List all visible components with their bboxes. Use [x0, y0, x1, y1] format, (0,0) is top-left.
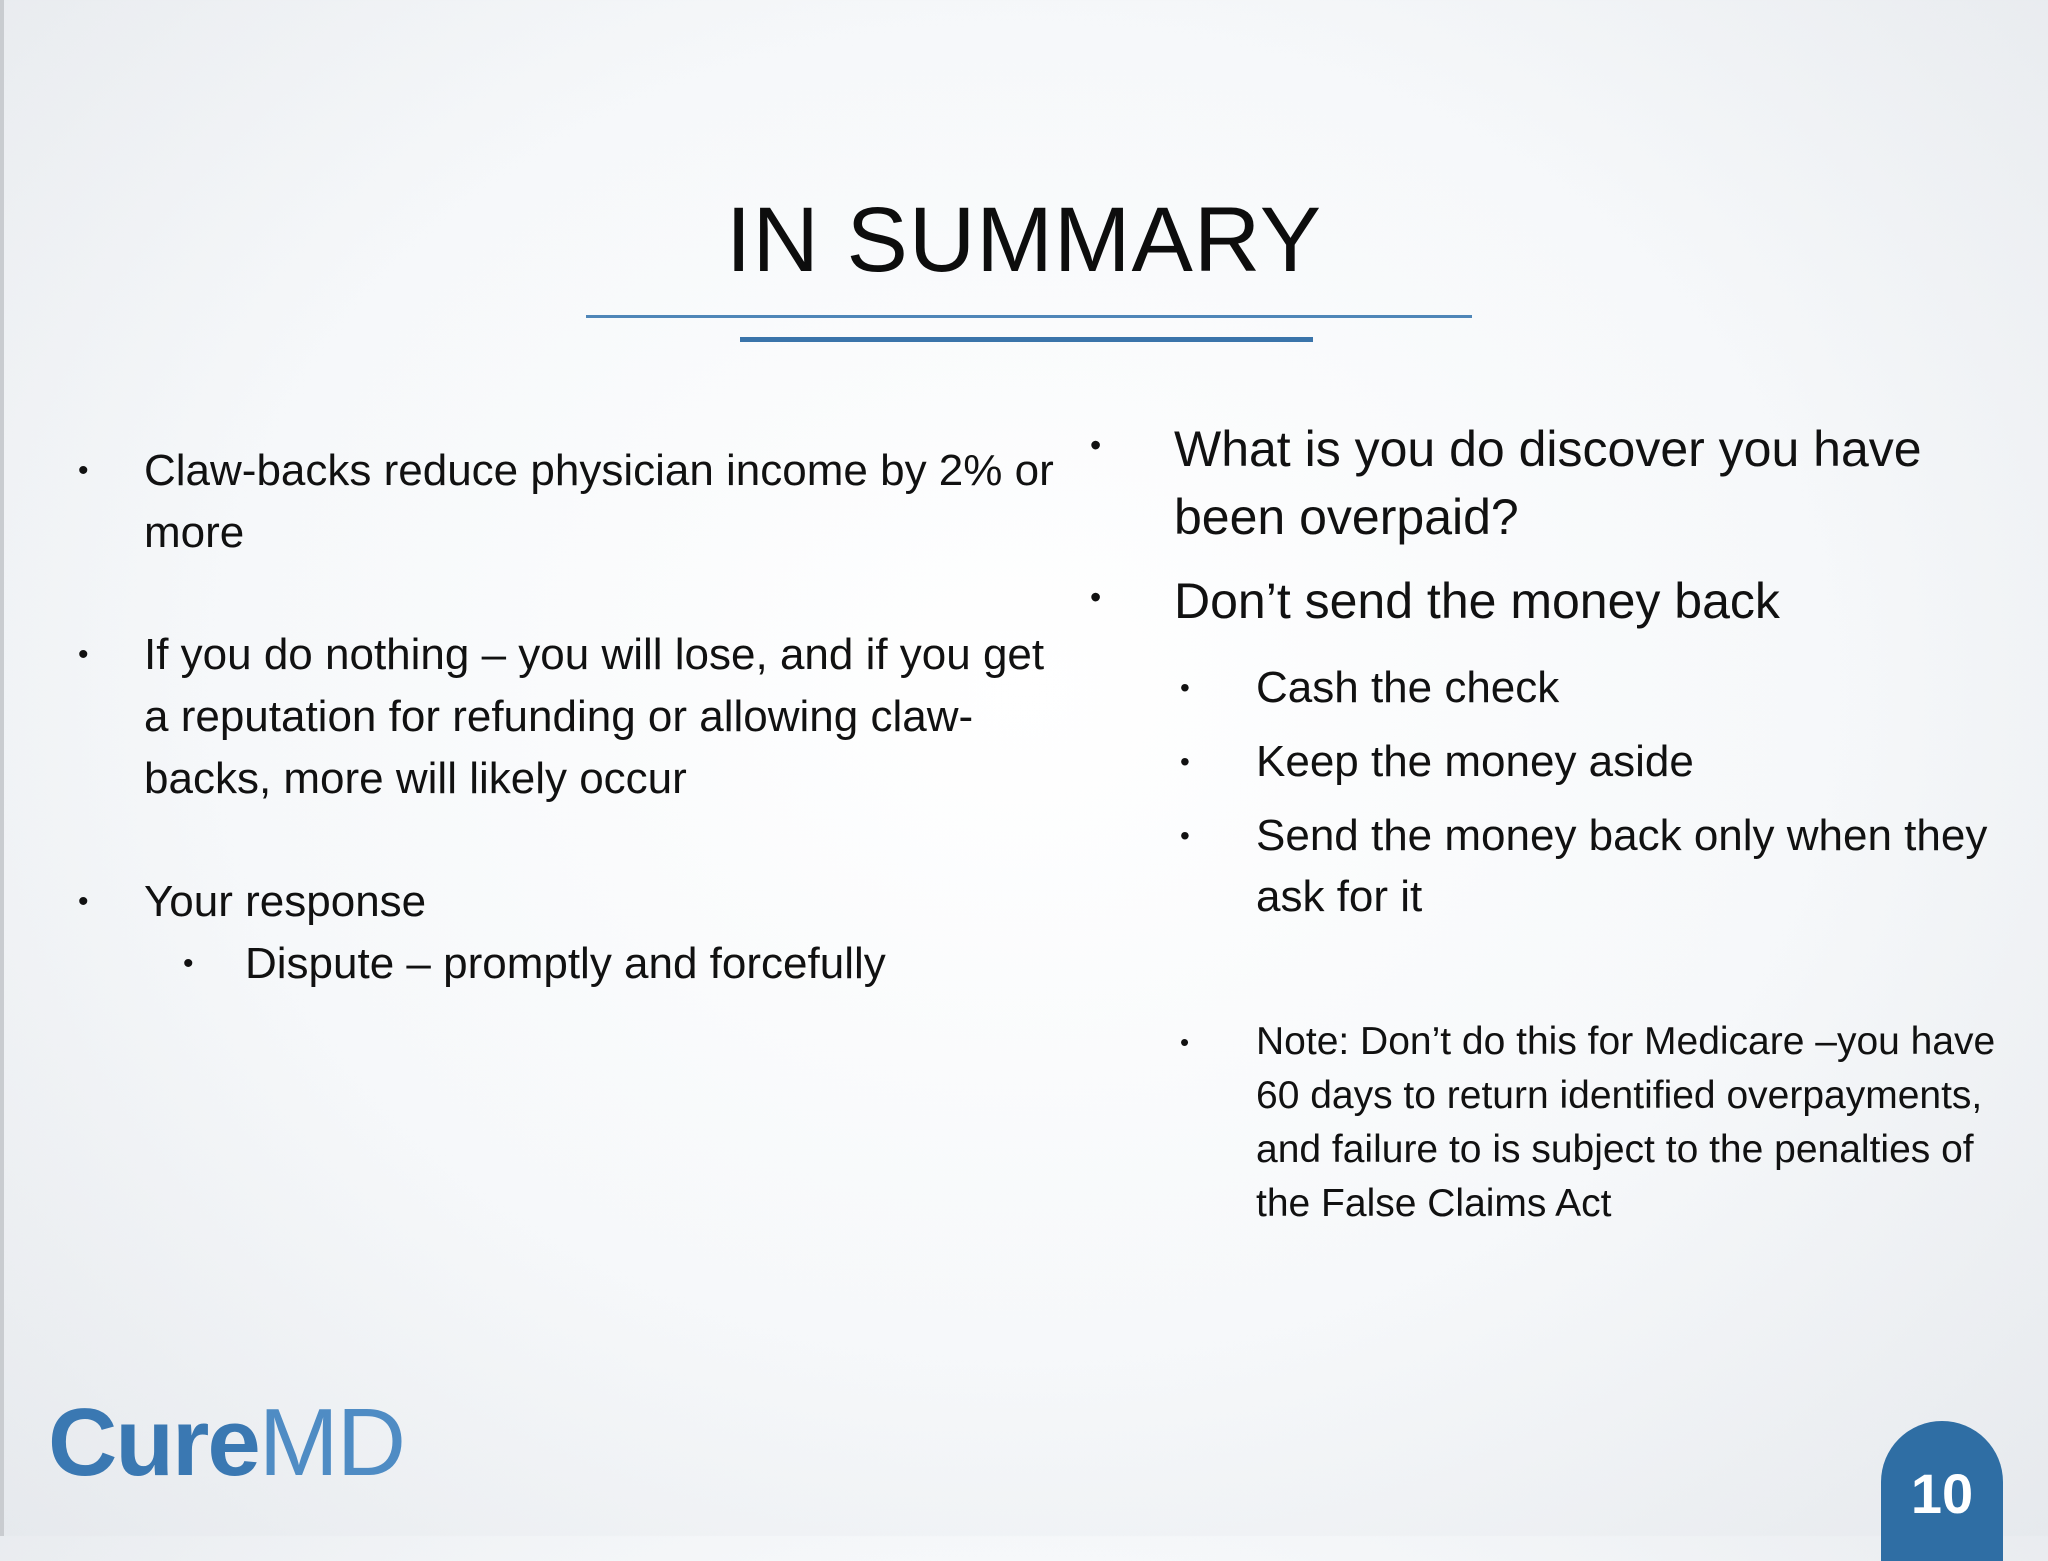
title-rule-upper	[586, 315, 1472, 318]
left-column	[78, 440, 1068, 995]
right-column	[1090, 415, 2020, 1231]
curemd-logo	[48, 1388, 404, 1498]
list-item	[1090, 567, 2020, 635]
list-subitem	[1090, 657, 2020, 718]
note-text: Note: Don’t do this for Medicare –you have 60 days to return identified overpayments, and failure to is subject to the penalties of the False Claims Act	[1256, 1020, 1996, 1225]
list-subitem	[78, 933, 1068, 995]
list-item-text: Don’t send the money back	[1174, 573, 1780, 629]
list-item-text: Keep the money aside	[1256, 737, 1694, 786]
list-item	[78, 871, 1068, 933]
list-item-text: If you do nothing – you will lose, and if you get a reputation for refunding or allowing claw-backs, more will likely occur	[144, 630, 1045, 803]
bullet-icon: •	[1090, 579, 1102, 615]
list-item-text: Send the money back only when they ask for it	[1256, 811, 1988, 921]
list-item-text: Dispute – promptly and forcefully	[245, 939, 886, 988]
page-number: 10	[1910, 1462, 1974, 1525]
bullet-icon: •	[1180, 1027, 1190, 1057]
list-item	[78, 440, 1068, 564]
bullet-icon: •	[1180, 672, 1190, 703]
note-item	[1090, 1015, 2020, 1231]
logo-text-cure: Cure	[48, 1389, 259, 1496]
list-subitem	[1090, 731, 2020, 792]
list-item-text: What is you do discover you have been overpaid?	[1174, 421, 1922, 545]
list-item	[1090, 415, 2020, 551]
bullet-icon: •	[1180, 820, 1190, 851]
list-item-text: Your response	[144, 877, 427, 926]
bullet-icon: •	[1180, 746, 1190, 777]
page-number-badge	[1881, 1421, 2003, 1561]
logo-text-md: MD	[258, 1389, 405, 1496]
list-item	[78, 624, 1068, 810]
bullet-icon: •	[1090, 427, 1102, 463]
bullet-icon: •	[78, 454, 89, 487]
slide-title: IN SUMMARY	[725, 189, 1323, 291]
list-item-text: Claw-backs reduce physician income by 2% or more	[144, 446, 1054, 557]
bullet-icon: •	[78, 885, 89, 918]
list-item-text: Cash the check	[1256, 663, 1560, 712]
bullet-icon: •	[78, 638, 89, 671]
list-subitem	[1090, 805, 2020, 927]
bullet-icon: •	[183, 947, 194, 980]
title-rule-lower	[740, 337, 1313, 342]
